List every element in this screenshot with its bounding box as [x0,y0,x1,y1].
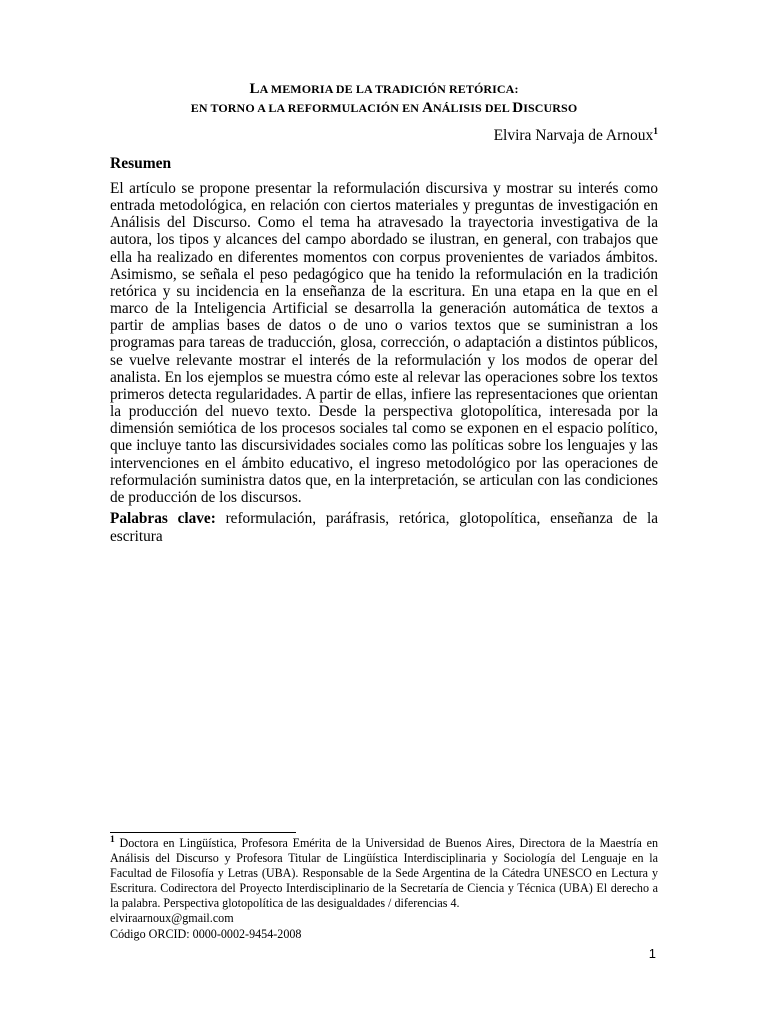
title-initial: L [249,81,260,97]
author-name [494,126,658,146]
abstract-heading: Resumen [110,155,172,172]
footnote-body [110,836,658,911]
paper-title-line-1 [110,80,658,99]
abstract-body: El artículo se propone presentar la reformulación discursiva y mostrar su interés como entrada metodológica, en relación con ciertos materiales y preguntas de investigación en Análisis del Discurso. Como el tema ha atravesado la trayectoria investigativa de la autora, los tipos y alcances del campo abordado se ilustran, en general, con trabajos que ella ha realizado en diferentes momentos con corpus provenientes de variados ámbitos. Asimismo, se señala el peso pedagógico que ha tenido la reformulación en la tradición retórica y su incidencia en la enseñanza de la escritura. En una etapa en la que en el marco de la Inteligencia Artificial se desarrolla la generación automática de textos a partir de amplias bases de datos o de uno o varios textos que se suministran a los programas para tareas de traducción, glosa, corrección, o adaptación a distintos públicos, se vuelve relevante mostrar el interés de la reformulación y los modos de operar del analista. En los ejemplos se muestra cómo este al relevar las operaciones sobre los textos primeros detecta regularidades. A partir de ellas, infiere las representaciones que orientan la producción del nuevo texto. Desde la perspectiva glotopolítica, interesada por la dimensión semiótica de los procesos sociales tal como se exponen en el espacio político, que incluye tanto las discursividades sociales como las políticas sobre los lenguajes y las intervenciones en el ámbito educativo, el ingreso metodológico por las operaciones de reformulación suministra datos que, en la interpretación, se articulan con las condiciones de producción de los discursos. [110,180,658,506]
footnote-text: Doctora en Lingüística, Profesora Emérita de la Universidad de Buenos Aires, Directora de la Maestría en Análisis del Discurso y Profesora Titular de Lingüística Interdisciplinaria y Sociología del Lenguaje en la Facultad de Filosofía y Letras (UBA). Responsable de la Sede Argentina de la Cátedra UNESCO en Lectura y Escritura. Codirectora del Proyecto Interdisciplinario de la Secretaría de Ciencia y Técnica (UBA) El derecho a la palabra. Perspectiva glotopolítica de las desigualdades / diferencias 4. [110,836,658,911]
subtitle-text: NÁLISIS DEL [433,101,513,115]
footnote-orcid: Código ORCID: 0000-0002-9454-2008 [110,926,302,941]
subtitle-initial: D [512,100,524,116]
keywords-list: reformulación, paráfrasis, retórica, glotopolítica, enseñanza de la escritura [110,510,658,545]
author-footnote-mark: 1 [653,126,658,137]
title-text: A MEMORIA DE LA TRADICIÓN RETÓRICA: [259,82,519,96]
paper-title [110,80,658,118]
footnote-divider [110,832,296,833]
keywords-label: Palabras clave: [110,510,216,527]
footnote-email: elviraarnoux@gmail.com [110,911,234,926]
author-name-text: Elvira Narvaja de Arnoux [493,127,654,144]
subtitle-text: EN TORNO A LA REFORMULACIÓN EN [190,101,423,115]
page-number: 1 [648,946,656,961]
subtitle-initial: A [422,100,434,116]
paper-title-line-2 [110,99,658,118]
keywords [110,510,658,545]
subtitle-text: ISCURSO [523,101,578,115]
footnote-mark: 1 [110,834,115,845]
footnote [110,836,658,942]
